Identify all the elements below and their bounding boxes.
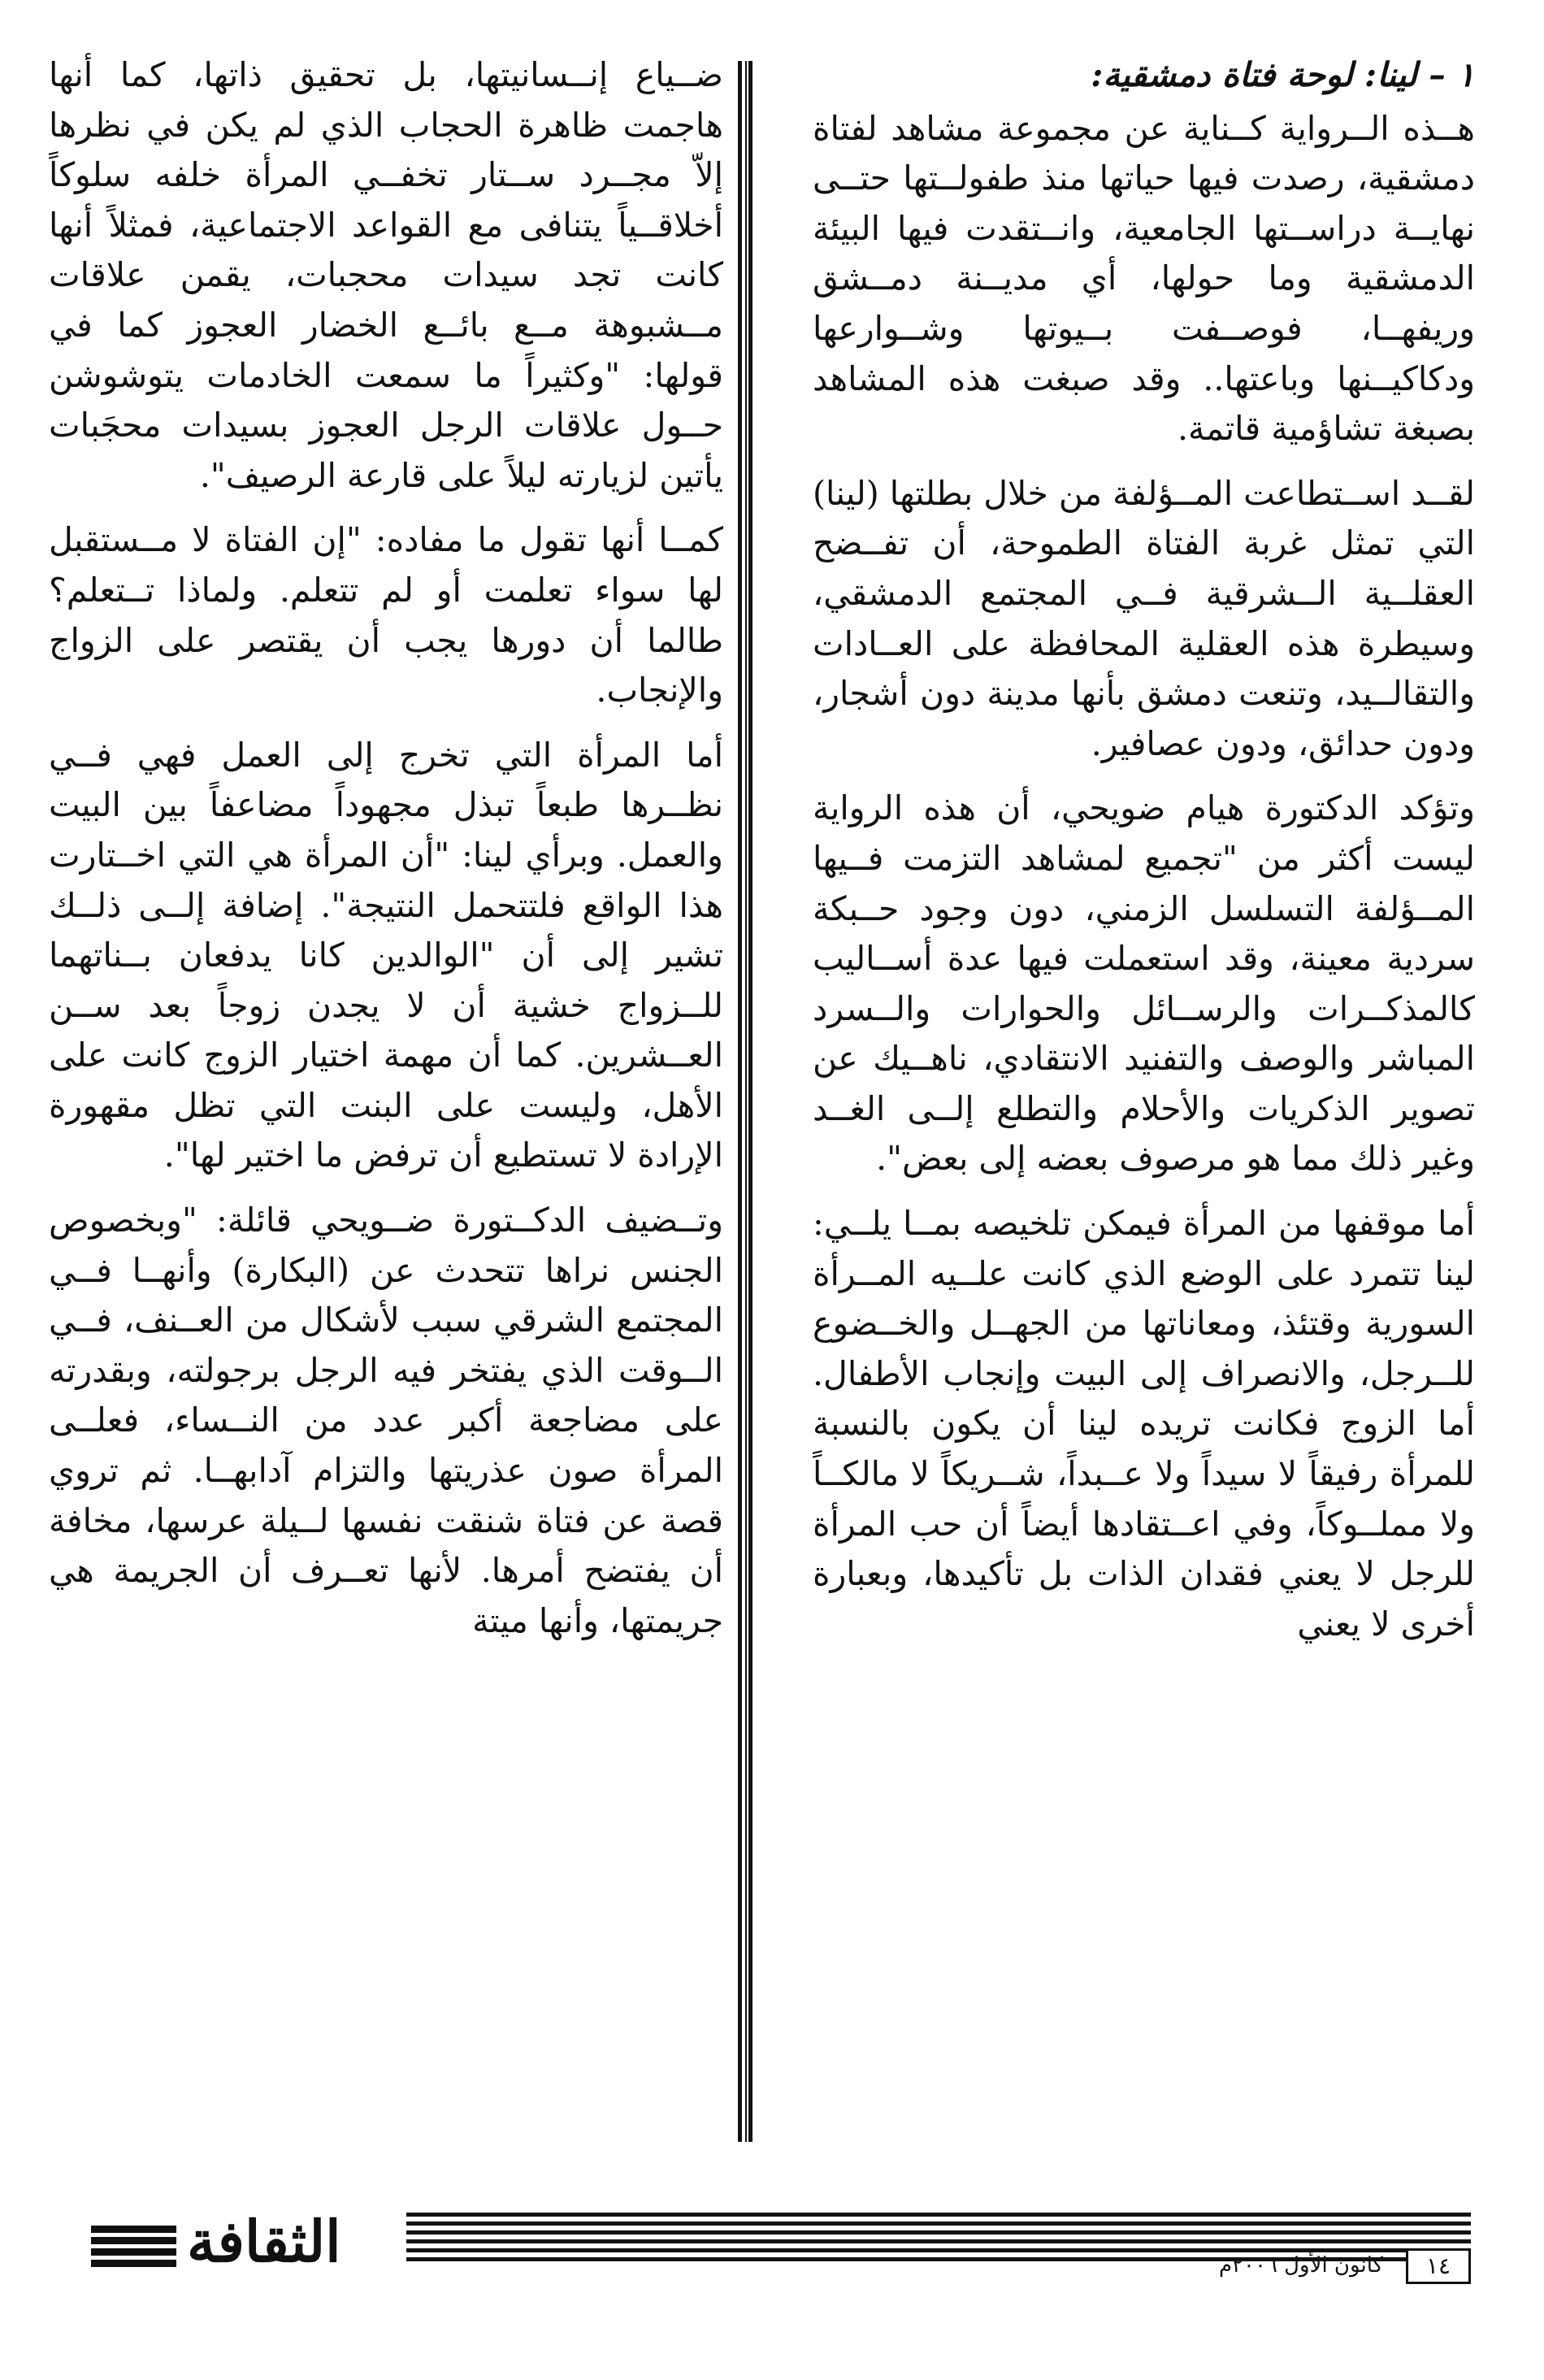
issue-date: كانون الأول ٢٠٠٦م bbox=[1218, 2253, 1383, 2278]
section-heading: ١ – لينا: لوحة فتاة دمشقية: bbox=[1091, 55, 1475, 94]
footer-bar-block bbox=[91, 2226, 176, 2270]
magazine-logo: الثقافة bbox=[187, 2208, 341, 2275]
page-footer bbox=[0, 2195, 1544, 2308]
paragraph: أما موقفها من المرأة فيمكن تلخيصه بمــا يلــي: لينا تتمرد على الوضع الذي كانت علــيه المــرأة السورية وقتئذ، ومعاناتها من الجهــل والخــضوع للــرجل، والانصراف إلى البيت وإنجاب الأطفال. أما الزوج فكانت تريده لينا أن يكون بالنسبة للمرأة رفيقاً لا سيداً ولا عــبداً، شــريكاً لا مالكــاً ولا مملــوكاً، وفي اعــتقادها أيضاً أن حب المرأة للرجل لا يعني فقدان الذات بل تأكيدها، وبعبارة أخرى لا يعني bbox=[813, 1204, 1475, 1644]
paragraph: وتــضيف الدكــتورة ضــويحي قائلة: "وبخصوص الجنس نراها تتحدث عن (البكارة) وأنهــا فــي المجتمع الشرقي سبب لأشكال من العــنف، فــي الــوقت الذي يفتخر فيه الرجل برجولته، وبقدرته على مضاجعة أكبر عدد من النــساء، فعلــى المرأة صون عذريتها والتزام آدابهــا. ثم تروي قصة عن فتاة شنقت نفسها لــيلة عرسها، مخافة أن يفتضح أمرها. لأنها تعــرف أن الجريمة هي جريمتها، وأنها ميتة bbox=[49, 1201, 723, 1640]
paragraph: وتؤكد الدكتورة هيام ضويحي، أن هذه الرواية ليست أكثر من "تجميع لمشاهد التزمت فــيها المــؤلفة التسلسل الزمني، دون وجود حــبكة سردية معينة، وقد استعملت فيها عدة أســاليب كالمذكــرات والرســائل والحوارات والــسرد المباشر والوصف والتفنيد الانتقادي، ناهــيك عن تصوير الذكريات والأحلام والتطلع إلــى الغــد وغير ذلك مما هو مرصوف بعضه إلى بعض". bbox=[813, 788, 1475, 1179]
paragraph: لقــد اســتطاعت المــؤلفة من خلال بطلتها (لينا) التي تمثل غربة الفتاة الطموحة، أن تفــضح العقلــية الــشرقية فــي المجتمع الدمشقي، وسيطرة هذه العقلية المحافظة على العــادات والتقالــيد، وتنعت دمشق بأنها مدينة دون أشجار، ودون حدائق، ودون عصافير. bbox=[813, 473, 1475, 763]
page-number: ١٤ bbox=[1406, 2248, 1471, 2284]
paragraph: ضــياع إنــسانيتها، بل تحقيق ذاتها، كما أنها هاجمت ظاهرة الحجاب الذي لم يكن في نظرها إلاّ مجــرد ســتار تخفــي المرأة خلفه سلوكاً أخلاقــياً يتنافى مع القواعد الاجتماعية، فمثلاً أنها كانت تجد سيدات محجبات، يقمن علاقات مــشبوهة مــع بائــع الخضار العجوز كما في قولها: "وكثيراً ما سمعت الخادمات يتوشوشن حــول علاقات الرجل العجوز بسيدات محجَبات يأتين لزيارته ليلاً على قارعة الرصيف". bbox=[49, 55, 723, 495]
paragraph: كمــا أنها تقول ما مفاده: "إن الفتاة لا مــستقبل لها سواء تعلمت أو لم تتعلم. ولماذا تــتعلم؟ طالما أن دورها يجب أن يقتصر على الزواج والإنجاب. bbox=[49, 520, 723, 710]
paragraph: أما المرأة التي تخرج إلى العمل فهي فــي نظــرها طبعاً تبذل مجهوداً مضاعفاً بين البيت والعمل. وبرأي لينا: "أن المرأة هي التي اخــتارت هذا الواقع فلتتحمل النتيجة". إضافة إلــى ذلــك تشير إلى أن "الوالدين كانا يدفعان بــناتهما للــزواج خشية أن لا يجدن زوجاً بعد ســن العــشرين. كما أن مهمة اختيار الزوج كانت على الأهل، وليست على البنت التي تظل مقهورة الإرادة لا تستطيع أن ترفض ما اختير لها". bbox=[49, 735, 723, 1175]
left-column bbox=[49, 50, 723, 2131]
column-divider bbox=[738, 61, 752, 2142]
right-column bbox=[813, 50, 1475, 2131]
date-backdrop bbox=[1147, 2284, 1391, 2308]
paragraph: هــذه الــرواية كــناية عن مجموعة مشاهد لفتاة دمشقية، رصدت فيها حياتها منذ طفولــتها حتــى نهايــة دراســتها الجامعية، وانــتقدت فيها البيئة الدمشقية وما حولها، أي مديــنة دمــشق وريفهــا، فوصــفت بــيوتها وشــوارعها ودكاكيــنها وباعتها.. وقد صبغت هذه المشاهد بصبغة تشاؤمية قاتمة. bbox=[813, 108, 1475, 449]
